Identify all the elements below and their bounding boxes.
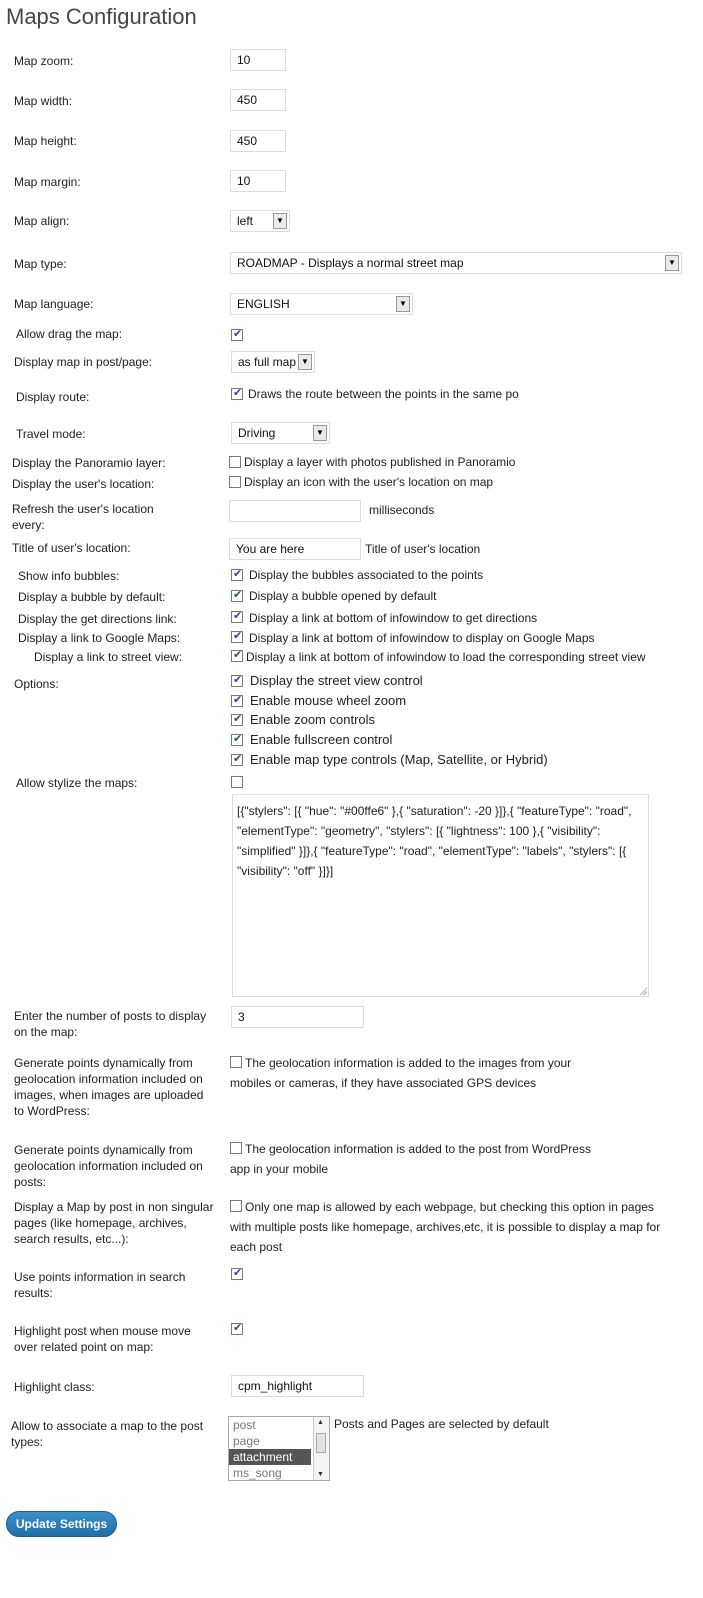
gen-posts-checkbox[interactable] <box>230 1142 242 1154</box>
styles-textarea[interactable] <box>232 794 649 997</box>
highlight-label: Highlight post when mouse move over related point on map: <box>14 1324 191 1354</box>
map-width-label: Map width: <box>14 94 73 108</box>
posts-count-input[interactable]: 3 <box>231 1006 364 1028</box>
option-text-map-type: Enable map type controls (Map, Satellite, or Hybrid) <box>250 752 548 767</box>
chevron-down-icon[interactable]: ▼ <box>396 296 410 312</box>
map-align-select[interactable] <box>230 210 290 232</box>
display-in-select[interactable] <box>231 351 315 373</box>
bubble-default-label: Display a bubble by default: <box>18 590 166 604</box>
list-item[interactable]: ms_song <box>233 1466 282 1480</box>
map-type-value: ROADMAP - Displays a normal street map <box>237 256 464 270</box>
display-route-checkbox[interactable] <box>231 388 243 400</box>
allow-drag-checkbox[interactable] <box>231 329 243 341</box>
street-view-link-label: Display a link to street view: <box>34 650 183 664</box>
gen-images-text-1: The geolocation information is added to the images from your <box>245 1056 572 1070</box>
scroll-up-icon[interactable]: ▲ <box>317 1419 324 1426</box>
map-type-select[interactable] <box>230 252 682 274</box>
option-text-mouse-wheel: Enable mouse wheel zoom <box>250 693 407 708</box>
list-item[interactable]: page <box>233 1434 260 1448</box>
user-location-checkbox[interactable] <box>229 476 241 488</box>
display-in-value: as full map <box>238 355 297 369</box>
map-per-post-text-1: Only one map is allowed by each webpage, but checking this option in pages <box>245 1200 654 1214</box>
street-view-link-checkbox[interactable] <box>231 650 243 662</box>
posts-count-label: Enter the number of posts to display on the map: <box>14 1009 207 1039</box>
update-settings-button[interactable]: Update Settings <box>6 1511 117 1537</box>
display-route-text: Draws the route between the points in the same po <box>248 387 519 401</box>
gen-posts-text-1: The geolocation information is added to the post from WordPress <box>245 1142 591 1156</box>
user-location-label: Display the user's location: <box>12 477 155 491</box>
map-zoom-label: Map zoom: <box>14 54 74 68</box>
travel-mode-label: Travel mode: <box>16 427 86 441</box>
option-checkbox-zoom[interactable] <box>231 714 243 726</box>
search-results-label: Use points information in search results: <box>14 1270 186 1300</box>
user-location-text: Display an icon with the user's location on map <box>244 475 494 489</box>
map-height-input[interactable]: 450 <box>230 130 286 152</box>
directions-link-label: Display the get directions link: <box>18 612 177 626</box>
map-width-input[interactable]: 450 <box>230 89 286 111</box>
street-view-link-text: Display a link at bottom of infowindow to load the corresponding street view <box>246 650 646 664</box>
option-text-fullscreen: Enable fullscreen control <box>250 732 393 747</box>
map-height-label: Map height: <box>14 134 77 148</box>
chevron-down-icon[interactable]: ▼ <box>298 354 312 370</box>
map-language-select[interactable] <box>230 293 413 315</box>
google-maps-link-text: Display a link at bottom of infowindow to display on Google Maps <box>249 631 595 645</box>
travel-mode-value: Driving <box>238 426 276 440</box>
styles-textarea-value: [{"stylers": [{ "hue": "#00ffe6" },{ "saturation": -20 }]},{ "featureType": "road", "elementType": "geometry", "stylers": [{ "lightness": 100 },{ "visibility": "simplified" }]},{ "featureType": "road", "elementType": "labels", "stylers": [{ "visibility": "off" }]}] <box>237 804 632 878</box>
list-item-selected[interactable]: attachment <box>229 1449 311 1465</box>
chevron-down-icon[interactable]: ▼ <box>313 425 327 441</box>
post-types-label: Allow to associate a map to the post types: <box>11 1419 204 1449</box>
scroll-down-icon[interactable]: ▼ <box>317 1471 324 1478</box>
info-bubbles-text: Display the bubbles associated to the points <box>249 568 484 582</box>
info-bubbles-checkbox[interactable] <box>231 569 243 581</box>
highlight-checkbox[interactable] <box>231 1323 243 1335</box>
scrollbar[interactable] <box>313 1417 329 1480</box>
map-per-post-label: Display a Map by post in non singular pages (like homepage, archives, search results, etc...): <box>14 1200 214 1246</box>
option-text-zoom: Enable zoom controls <box>250 712 376 727</box>
display-route-label: Display route: <box>16 390 90 404</box>
option-checkbox-map-type[interactable] <box>231 754 243 766</box>
location-title-suffix: Title of user's location <box>365 542 481 556</box>
highlight-class-input[interactable]: cpm_highlight <box>231 1375 364 1397</box>
map-margin-label: Map margin: <box>14 175 81 189</box>
map-align-value: left <box>237 214 254 228</box>
chevron-down-icon[interactable]: ▼ <box>273 213 287 229</box>
map-language-value: ENGLISH <box>237 297 290 311</box>
search-results-checkbox[interactable] <box>231 1268 243 1280</box>
stylize-checkbox[interactable] <box>231 776 243 788</box>
display-in-label: Display map in post/page: <box>14 355 153 369</box>
panoramio-text: Display a layer with photos published in Panoramio <box>244 455 516 469</box>
option-checkbox-street-view[interactable] <box>231 675 243 687</box>
bubble-default-text: Display a bubble opened by default <box>249 589 437 603</box>
directions-link-text: Display a link at bottom of infowindow to get directions <box>249 611 538 625</box>
gen-posts-text-2: app in your mobile <box>230 1162 329 1176</box>
map-per-post-text-2: with multiple posts like homepage, archives,etc, it is possible to display a map for <box>230 1220 661 1234</box>
google-maps-link-label: Display a link to Google Maps: <box>18 631 181 645</box>
gen-images-checkbox[interactable] <box>230 1056 242 1068</box>
panoramio-checkbox[interactable] <box>229 456 241 468</box>
post-types-listbox[interactable] <box>228 1416 330 1481</box>
map-language-label: Map language: <box>14 297 94 311</box>
location-title-input[interactable]: You are here <box>229 538 361 560</box>
page-title: Maps Configuration <box>6 4 197 29</box>
gen-posts-label: Generate points dynamically from geolocation information included on posts: <box>14 1143 203 1189</box>
map-margin-input[interactable]: 10 <box>230 170 286 192</box>
options-label: Options: <box>14 677 59 691</box>
map-zoom-input[interactable]: 10 <box>230 49 286 71</box>
post-types-note: Posts and Pages are selected by default <box>334 1417 549 1431</box>
location-title-label: Title of user's location: <box>12 541 131 555</box>
option-text-street-view: Display the street view control <box>250 673 423 688</box>
map-per-post-text-3: each post <box>230 1240 283 1254</box>
bubble-default-checkbox[interactable] <box>231 590 243 602</box>
map-type-label: Map type: <box>14 257 67 271</box>
resize-handle-icon[interactable] <box>639 987 647 995</box>
option-checkbox-fullscreen[interactable] <box>231 734 243 746</box>
refresh-location-label: Refresh the user's location every: <box>12 502 154 532</box>
travel-mode-select[interactable] <box>231 422 330 444</box>
gen-images-label: Generate points dynamically from geolocation information included on images, when images are uploaded to WordPress: <box>14 1056 204 1118</box>
stylize-label: Allow stylize the maps: <box>16 776 138 790</box>
directions-link-checkbox[interactable] <box>231 611 243 623</box>
google-maps-link-checkbox[interactable] <box>231 631 243 643</box>
scroll-thumb[interactable] <box>316 1433 326 1453</box>
refresh-location-suffix: milliseconds <box>369 503 435 517</box>
map-per-post-checkbox[interactable] <box>230 1200 242 1212</box>
panoramio-label: Display the Panoramio layer: <box>12 456 166 470</box>
option-checkbox-mouse-wheel[interactable] <box>231 695 243 707</box>
list-item[interactable]: post <box>233 1418 256 1432</box>
allow-drag-label: Allow drag the map: <box>16 327 123 341</box>
map-align-label: Map align: <box>14 214 70 228</box>
refresh-location-input[interactable] <box>229 500 361 522</box>
info-bubbles-label: Show info bubbles: <box>18 569 120 583</box>
chevron-down-icon[interactable]: ▼ <box>665 255 679 271</box>
highlight-class-label: Highlight class: <box>14 1380 95 1394</box>
gen-images-text-2: mobiles or cameras, if they have associated GPS devices <box>230 1076 537 1090</box>
